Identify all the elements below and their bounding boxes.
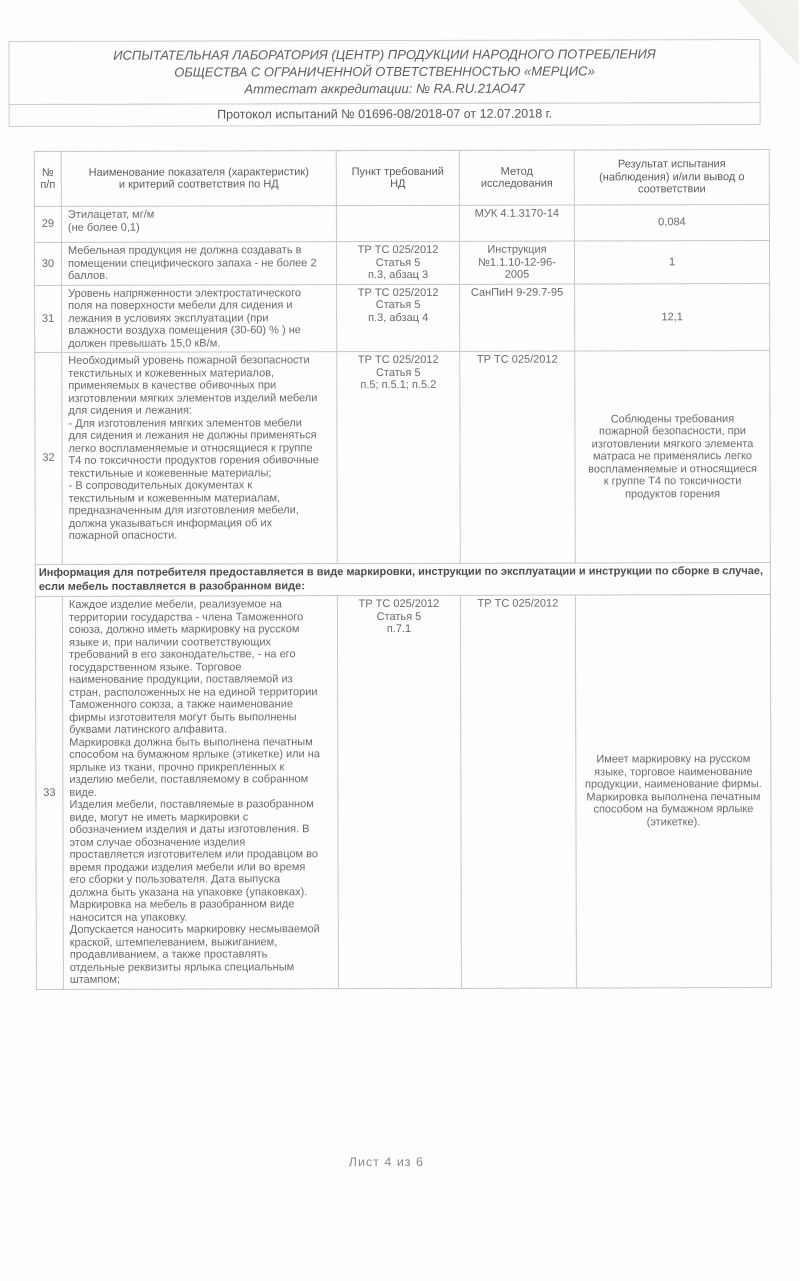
research-method: ТР ТС 025/2012: [460, 351, 576, 563]
table-row: [35, 351, 771, 565]
lab-name-line1: ИСПЫТАТЕЛЬНАЯ ЛАБОРАТОРИЯ (ЦЕНТР) ПРОДУКЦИИ НАРОДНОГО ПОТРЕБЛЕНИЯ: [113, 46, 656, 63]
research-method: Инструкция №1.1.10-12-96- 2005: [459, 241, 574, 284]
requirement-clause: ТР ТС 025/2012 Статья 5 п.5; п.5.1; п.5.2: [337, 351, 461, 563]
accreditation-line: Аттестат аккредитации: № RA.RU.21АО47: [244, 80, 525, 97]
table-row: [34, 205, 769, 243]
table-row: [35, 283, 770, 352]
column-header-method: Метод исследования: [459, 150, 574, 205]
sheet-number-label: Лист 4 из 6: [348, 1154, 424, 1170]
page-footer: [1, 1154, 771, 1170]
section-note-row: [35, 563, 770, 597]
column-header-name: Наименование показателя (характеристик) и критерий соответствия по НД: [61, 151, 336, 207]
row-number: 31: [35, 285, 62, 353]
row-number: 33: [35, 596, 63, 989]
row-number: 30: [34, 242, 61, 285]
lab-name-line2: ОБЩЕСТВА С ОГРАНИЧЕННОЙ ОТВЕТСТВЕННОСТЬЮ «МЕРЦИС»: [174, 63, 595, 80]
indicator-name: Каждое изделие мебели, реализуемое на территории государства - члена Таможенного союза, должно иметь маркировку на русском языке и, при наличии соответствующих требований в его законодательстве, - на его государственном языке. Торговое наименование продукции, поставляемой из стран, расположенных не на единой территории Таможенного союза, а также наименование фирмы изготовителя могут быть выполнены буквами латинского алфавита. Маркировка должна быть выполнена печатным способом на бумажном ярлыке (этикетке) или на ярлыке из ткани, прочно прикрепленных к изделию мебели, поставляемому в собранном виде. Изделия мебели, поставляемые в разобранном виде, могут не иметь маркировки с обозначением изделия и даты изготовления. В этом случае обозначение изделия проставляется изготовителем или продавцом во время продажи изделия мебели или во время его сборки у пользователя. Дата выпуска должна быть указана на упаковке (упаковках). Маркировка на мебель в разобранном виде наносится на упаковку. Допускается наносить маркировку несмываемой краской, штемпелеванием, выжиганием, продавливанием, а также проставлять отдельные реквизиты ярлыка специальным штампом;: [62, 596, 338, 989]
indicator-name: Этилацетат, мг/м (не более 0,1): [61, 206, 336, 243]
column-header-clause: Пункт требований НД: [336, 150, 459, 205]
test-result: Имеет маркировку на русском языке, торговое наименование продукции, наименование фирмы. Маркировка выполнена печатным способом на бумажном ярлыке (этикетке).: [575, 595, 771, 988]
requirement-clause: ТР ТС 025/2012 Статья 5 п.7.1: [337, 595, 461, 988]
table-row: [34, 241, 769, 285]
requirement-clause: [336, 205, 459, 241]
test-result: 0,084: [574, 205, 769, 242]
research-method: ТР ТС 025/2012: [460, 595, 576, 988]
indicator-name: Уровень напряженности электростатического поля на поверхности мебели для сидения и лежания в условиях эксплуатации (при влажности воздуха помещения (30-60) % ) не должен превышать 15,0 кВ/м.: [62, 284, 337, 352]
letterhead-box: [8, 39, 760, 105]
test-result: 1: [574, 241, 769, 284]
table-row: [35, 595, 771, 989]
indicator-name: Необходимый уровень пожарной безопасности текстильных и кожевенных материалов, применяемых в качестве обивочных при изготовлении мягких элементов изделий мебели для сидения и лежания: - Для изготовления мягких элементов мебели для сидения и лежания не должны применяться легко воспламеняемые и относящиеся к группе Т4 по токсичности продуктов горения обивочные текстильные и кожевенные материалы; - В сопроводительных документах к текстильным и кожевенным материалам, предназначенным для изготовления мебели, должна указываться информация об их пожарной опасности.: [62, 352, 338, 565]
row-number: 32: [35, 352, 63, 564]
indicator-name: Мебельная продукция не должна создавать в помещении специфического запаха - не более 2 баллов.: [61, 242, 336, 285]
section-note: Информация для потребителя предоставляется в виде маркировки, инструкции по эксплуатации и инструкции по сборке в случае, если мебель поставляется в разобранном виде:: [35, 563, 770, 597]
requirement-clause: ТР ТС 025/2012 Статья 5 п.3, абзац 4: [337, 284, 460, 352]
column-header-result: Результат испытания (наблюдения) и/или вывод о соответствии: [574, 150, 769, 206]
research-method: МУК 4.1.3170-14: [459, 205, 574, 241]
test-result: 12,1: [575, 283, 770, 351]
requirement-clause: ТР ТС 025/2012 Статья 5 п.3, абзац 3: [336, 241, 459, 284]
table-header-row: [34, 150, 769, 207]
research-method: СанПиН 9-29.7-95: [460, 284, 575, 352]
row-number: 29: [34, 206, 61, 242]
column-header-num: № п/п: [34, 151, 61, 206]
test-result: Соблюдены требования пожарной безопасности, при изготовлении мягкого элемента матраса не применялись легко воспламеняемые и относящиеся к группе Т4 по токсичности продуктов горения: [575, 351, 771, 564]
protocol-box: [9, 102, 761, 127]
protocol-title: Протокол испытаний № 01696-08/2018-07 от 12.07.2018 г.: [217, 106, 553, 122]
results-table: [34, 149, 772, 989]
